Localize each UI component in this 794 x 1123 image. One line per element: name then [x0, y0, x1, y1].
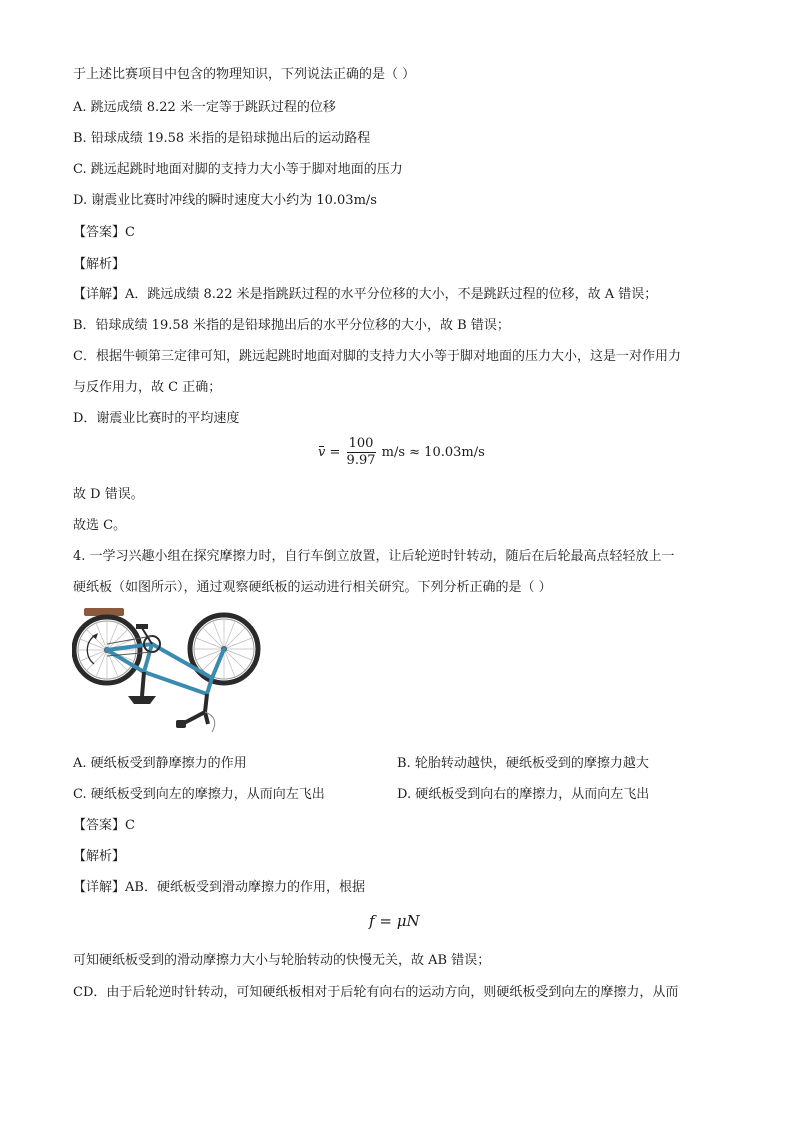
q4-option-b: B. 轮胎转动越快，硬纸板受到的摩擦力越大	[397, 756, 649, 771]
q4-after-formula: 可知硬纸板受到的滑动摩擦力大小与轮胎转动的快慢无关，故 AB 错误；	[73, 953, 491, 968]
q3-option-a: A. 跳远成绩 8.22 米一定等于跳跃过程的位移	[73, 100, 336, 115]
q3-detail-a: 【详解】A．跳远成绩 8.22 米是指跳跃过程的水平分位移的大小，不是跳跃过程的位移，故 A 错误；	[73, 287, 658, 302]
formula-result: m/s ≈ 10.03m/s	[381, 445, 485, 460]
q3-option-b: B. 铅球成绩 19.58 米指的是铅球抛出后的运动路程	[73, 131, 371, 146]
pedal	[136, 624, 148, 629]
q3-option-d: D. 谢震业比赛时冲线的瞬时速度大小约为 10.03m/s	[73, 193, 377, 208]
handlebar-grip	[176, 720, 186, 728]
q3-conclude-d: 故 D 错误。	[73, 487, 144, 502]
q4-option-c: C. 硬纸板受到向左的摩擦力，从而向左飞出	[73, 787, 325, 802]
q4-detail-cd: CD．由于后轮逆时针转动，可知硬纸板相对于后轮有向右的运动方向，则硬纸板受到向左的摩擦力，从而	[73, 985, 679, 1000]
q4-option-d: D. 硬纸板受到向右的摩擦力，从而向左飞出	[397, 787, 650, 802]
formula-numerator: 100	[347, 436, 376, 453]
formula-v-bar: v	[318, 445, 326, 460]
q4-analysis-label: 【解析】	[73, 849, 126, 864]
seat-post	[142, 672, 144, 696]
formula-f: f	[369, 912, 375, 930]
formula-mu: μ	[396, 912, 407, 930]
q3-analysis-label: 【解析】	[73, 257, 126, 272]
q4-option-a: A. 硬纸板受到静摩擦力的作用	[73, 756, 247, 771]
saddle	[128, 696, 156, 704]
formula-equals: =	[329, 445, 341, 460]
q3-detail-b: B．铅球成绩 19.58 米指的是铅球抛出后的水平分位移的大小，故 B 错误；	[73, 318, 510, 333]
average-velocity-formula	[318, 436, 485, 469]
q3-option-c: C. 跳远起跳时地面对脚的支持力大小等于脚对地面的压力	[73, 162, 403, 177]
upside-down-bicycle-figure	[72, 606, 262, 740]
q4-stem-line1: 4. 一学习兴趣小组在探究摩擦力时，自行车倒立放置，让后轮逆时针转动，随后在后轮最高点轻轻放上一	[73, 549, 675, 564]
q3-detail-c-line2: 与反作用力，故 C 正确；	[73, 380, 222, 395]
q4-detail-ab: 【详解】AB．硬纸板受到滑动摩擦力的作用，根据	[73, 880, 365, 895]
formula-fraction	[347, 436, 376, 469]
q3-answer: 【答案】C	[73, 225, 135, 240]
q3-detail-c-line1: C．根据牛顿第三定律可知，跳远起跳时地面对脚的支持力大小等于脚对地面的压力大小，这是一对作用力	[73, 349, 681, 364]
formula-f-equals: =	[379, 912, 392, 930]
q3-stem-tail: 于上述比赛项目中包含的物理知识，下列说法正确的是（ ）	[73, 67, 416, 82]
formula-denominator: 9.97	[346, 453, 376, 468]
formula-n: N	[406, 912, 420, 930]
bike-frame	[107, 644, 224, 694]
q3-detail-d: D．谢震业比赛时的平均速度	[73, 411, 240, 426]
q3-final-answer: 故选 C。	[73, 518, 127, 533]
q4-stem-line2: 硬纸板（如图所示），通过观察硬纸板的运动进行相关研究。下列分析正确的是（ ）	[73, 580, 552, 595]
friction-formula	[369, 912, 420, 930]
q4-answer: 【答案】C	[73, 818, 135, 833]
